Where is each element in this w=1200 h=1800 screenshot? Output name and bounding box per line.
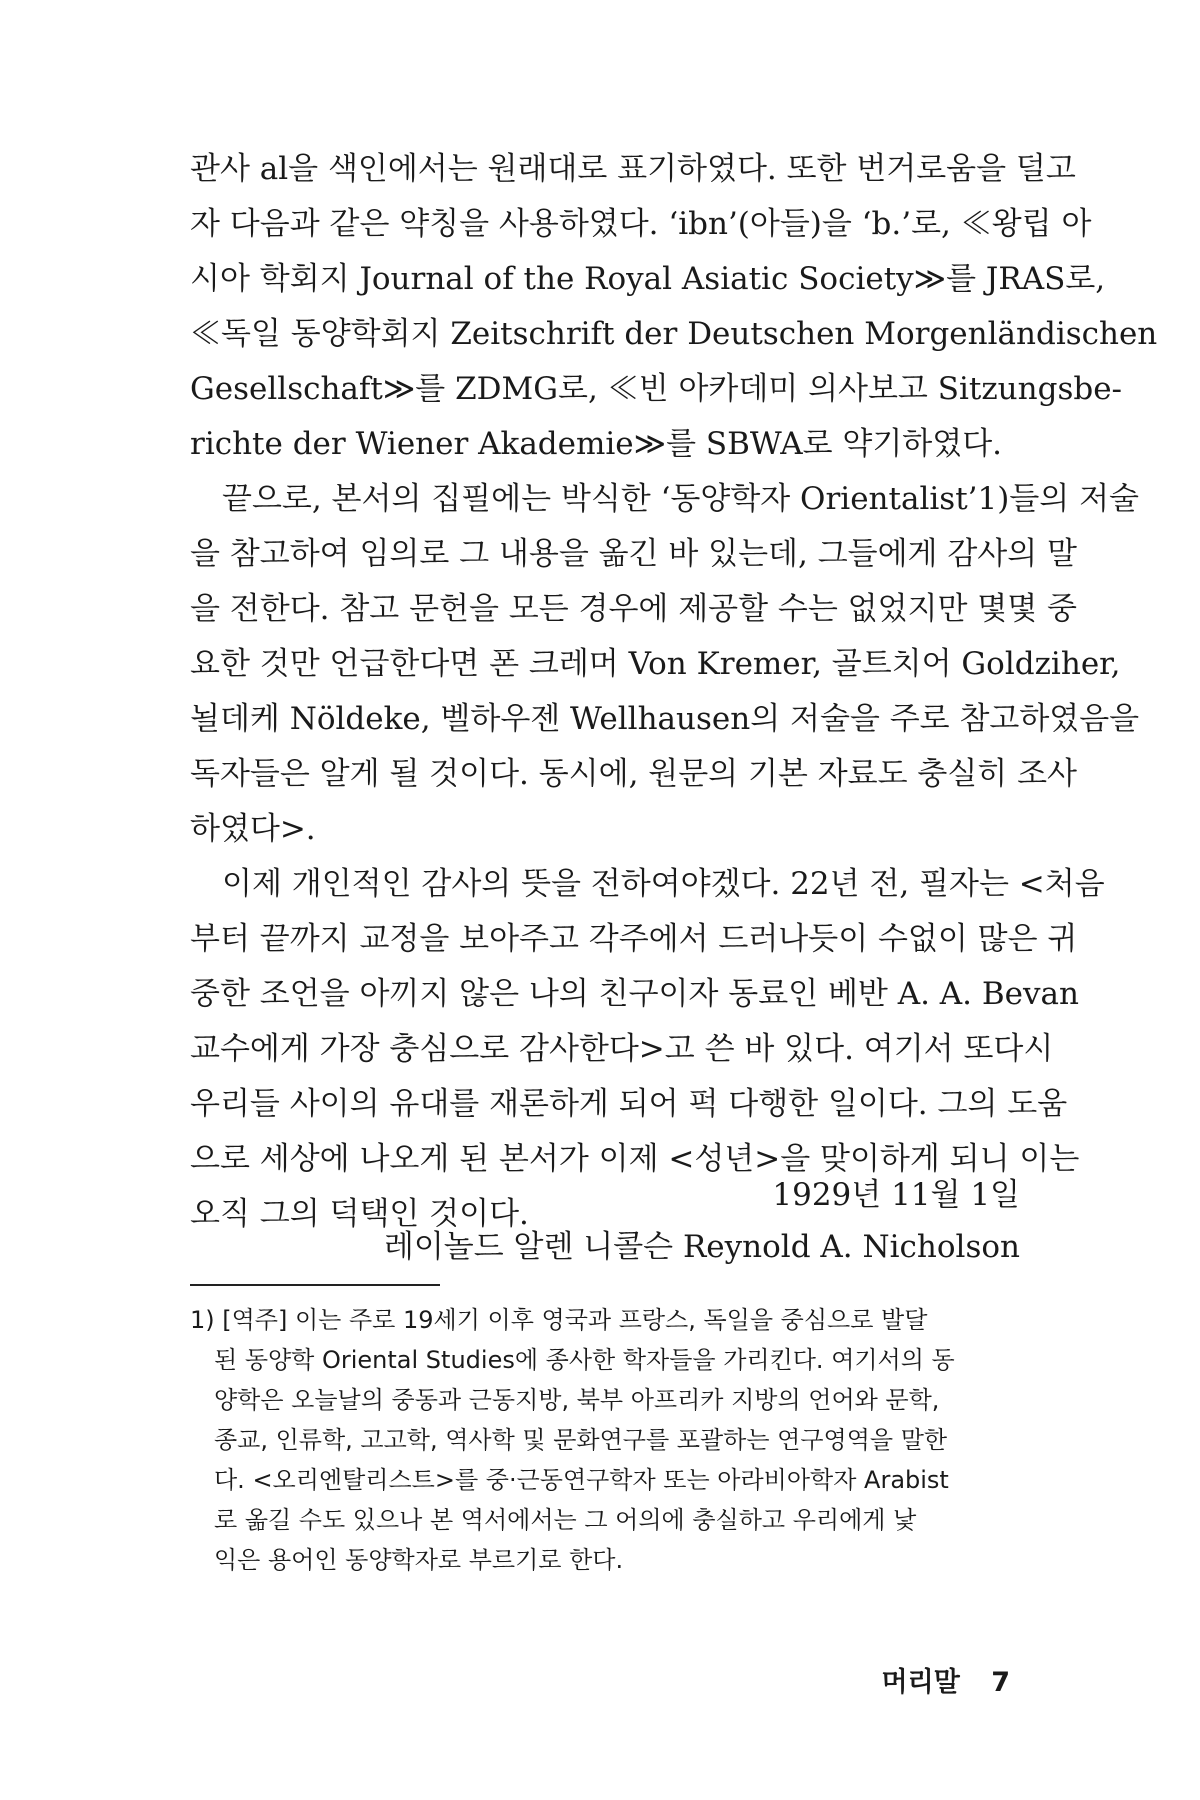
body-line: ≪독일 동양학회지 Zeitschrift der Deutschen Morgenländischen (190, 316, 1158, 352)
body-line: 을 전한다. 참고 문헌을 모든 경우에 제공할 수는 없었지만 몇몇 중 (190, 591, 1077, 627)
body-line: 우리들 사이의 유대를 재론하게 되어 퍽 다행한 일이다. 그의 도움 (190, 1086, 1068, 1122)
signature-date: 1929년 11월 1일 (772, 1177, 1020, 1213)
body-text (190, 142, 1158, 1242)
body-line: 교수에게 가장 충심으로 감사한다>고 쓴 바 있다. 여기서 또다시 (190, 1031, 1054, 1067)
body-line: 중한 조언을 아끼지 않은 나의 친구이자 동료인 베반 A. A. Bevan (190, 976, 1079, 1012)
body-line: 독자들은 알게 될 것이다. 동시에, 원문의 기본 자료도 충실히 조사 (190, 756, 1077, 792)
footnote-line: 종교, 인류학, 고고학, 역사학 및 문화연구를 포괄하는 연구영역을 말한 (214, 1426, 948, 1454)
body-line: richte der Wiener Akademie≫를 SBWA로 약기하였다. (190, 426, 1003, 462)
body-line: 하였다>. (190, 811, 316, 847)
body-line: 요한 것만 언급한다면 폰 크레머 Von Kremer, 골트치어 Goldziher, (190, 646, 1121, 682)
running-title: 머리말 (881, 1667, 960, 1698)
page-footer (882, 1660, 1010, 1699)
body-line: 으로 세상에 나오게 된 본서가 이제 <성년>을 맞이하게 되니 이는 (190, 1141, 1080, 1177)
footnote-line: 다. <오리엔탈리스트>를 중·근동연구학자 또는 아라비아학자 Arabist (214, 1466, 949, 1494)
body-line: 이제 개인적인 감사의 뜻을 전하여야겠다. 22년 전, 필자는 <처음 (222, 866, 1105, 902)
footnote-divider (190, 1284, 440, 1286)
footnote-line: 익은 용어인 동양학자로 부르기로 한다. (214, 1546, 624, 1574)
body-line: 관사 al을 색인에서는 원래대로 표기하였다. 또한 번거로움을 덜고 (190, 151, 1076, 187)
footnote-line: 1) [역주] 이는 주로 19세기 이후 영국과 프랑스, 독일을 중심으로 발달 (190, 1306, 928, 1334)
footnote-line: 된 동양학 Oriental Studies에 종사한 학자들을 가리킨다. 여기서의 동 (214, 1346, 955, 1374)
body-line: 을 참고하여 임의로 그 내용을 옮긴 바 있는데, 그들에게 감사의 말 (190, 536, 1077, 572)
body-line: 시아 학회지 Journal of the Royal Asiatic Society≫를 JRAS로, (190, 261, 1106, 297)
body-line: 자 다음과 같은 약칭을 사용하였다. ‘ibn’(아들)을 ‘b.’로, ≪왕립 아 (190, 206, 1092, 242)
page-number: 7 (991, 1667, 1010, 1698)
signature-author: 레이놀드 알렌 니콜슨 Reynold A. Nicholson (383, 1229, 1020, 1265)
footnote-line: 양학은 오늘날의 중동과 근동지방, 북부 아프리카 지방의 언어와 문학, (214, 1386, 940, 1414)
body-line: 뇔데케 Nöldeke, 벨하우젠 Wellhausen의 저술을 주로 참고하였음을 (190, 701, 1140, 737)
body-line: 오직 그의 덕택인 것이다. (190, 1196, 529, 1232)
body-line: Gesellschaft≫를 ZDMG로, ≪빈 아카데미 의사보고 Sitzungsbe- (190, 371, 1123, 407)
footnote-line: 로 옮길 수도 있으나 본 역서에서는 그 어의에 충실하고 우리에게 낯 (214, 1506, 917, 1534)
footnote (190, 1300, 1020, 1580)
body-line: 끝으로, 본서의 집필에는 박식한 ‘동양학자 Orientalist’1)들의 저술 (222, 481, 1139, 517)
body-line: 부터 끝까지 교정을 보아주고 각주에서 드러나듯이 수없이 많은 귀 (190, 921, 1078, 957)
